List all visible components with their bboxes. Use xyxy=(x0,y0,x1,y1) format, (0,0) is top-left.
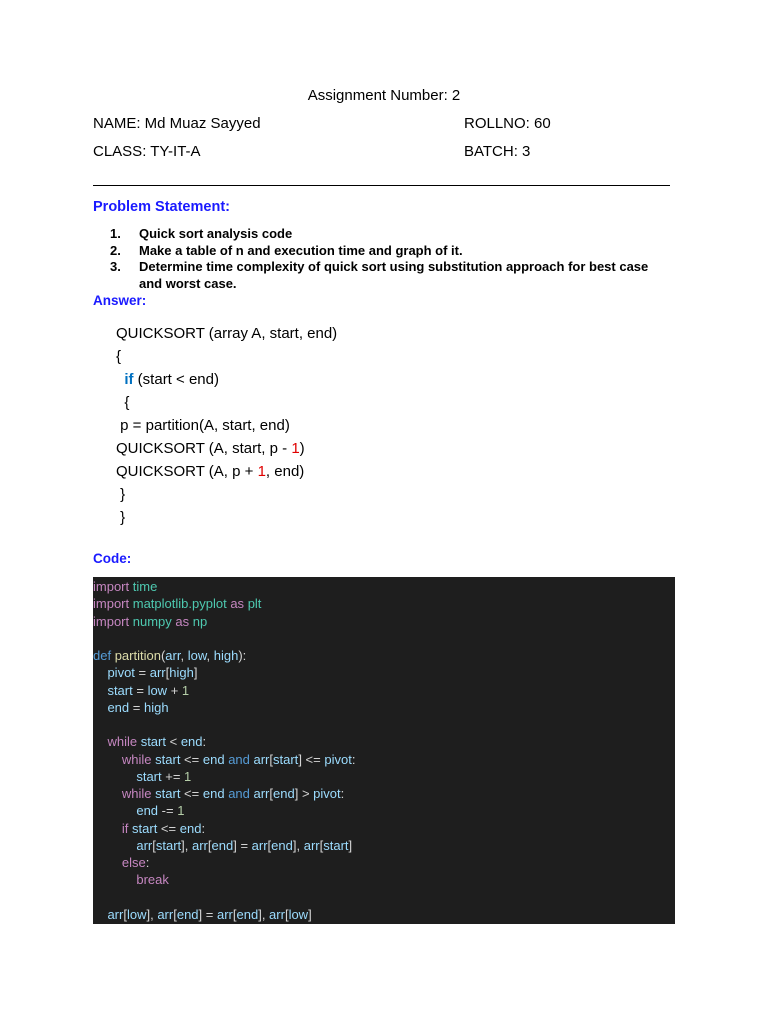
problem-item-number: 3. xyxy=(110,259,121,274)
code-token: start xyxy=(151,786,181,801)
code-token: : xyxy=(201,820,206,836)
code-token: -= xyxy=(158,803,178,819)
pseudocode-line xyxy=(116,368,337,391)
pseudocode-line xyxy=(116,483,337,506)
code-line xyxy=(93,889,675,906)
code-token: partition xyxy=(114,648,161,663)
code-token: ], xyxy=(181,837,192,853)
code-token: = xyxy=(132,682,148,698)
code-token: [ xyxy=(207,837,212,853)
code-token: 1 xyxy=(177,803,185,819)
code-token: 1 xyxy=(257,463,266,480)
code-token: if xyxy=(124,371,134,388)
code-token: ], xyxy=(292,837,304,853)
code-token: end xyxy=(202,786,225,801)
code-token: <= xyxy=(180,786,203,801)
code-token: [ xyxy=(269,751,274,767)
code-token xyxy=(93,786,122,801)
roll-number: ROLLNO: 60 xyxy=(464,115,551,132)
code-token: end xyxy=(93,699,130,715)
code-token: ] = xyxy=(233,837,252,853)
code-line xyxy=(93,906,675,923)
code-token: arr xyxy=(216,906,233,922)
header-divider xyxy=(93,185,670,186)
code-token: 1 xyxy=(181,682,190,698)
code-token: arr xyxy=(251,837,268,853)
code-token: [ xyxy=(173,906,177,922)
code-token: end xyxy=(93,803,159,819)
code-line xyxy=(93,837,675,854)
code-token: break xyxy=(136,872,169,888)
code-token: <= xyxy=(180,751,203,767)
code-token: as xyxy=(175,613,190,629)
code-token: [ xyxy=(123,906,127,922)
code-token: np xyxy=(192,613,208,629)
code-token: ) xyxy=(299,440,305,457)
code-token: low xyxy=(147,682,168,698)
code-token: [ xyxy=(284,906,289,922)
code-token: else xyxy=(121,855,146,870)
code-token: as xyxy=(230,596,245,612)
code-token: high xyxy=(169,665,194,681)
problem-item-text: Make a table of n and execution time and graph of it. xyxy=(139,242,463,258)
class-label: CLASS: TY-IT-A xyxy=(93,143,201,160)
pseudocode-line xyxy=(116,345,337,368)
code-line xyxy=(93,751,675,768)
code-token: while xyxy=(107,734,138,750)
code-token: and xyxy=(228,786,250,801)
student-name: NAME: Md Muaz Sayyed xyxy=(93,115,261,132)
code-line xyxy=(93,613,675,630)
code-token: QUICKSORT (A, p + xyxy=(116,463,258,480)
code-token: arr xyxy=(157,906,174,922)
pseudocode-line xyxy=(116,391,337,414)
code-token: : xyxy=(145,855,150,870)
code-line xyxy=(93,768,675,785)
problem-item-number: 2. xyxy=(110,242,121,258)
code-token: low xyxy=(187,648,207,663)
code-token: start xyxy=(155,837,182,853)
code-token xyxy=(93,855,122,870)
code-token: import xyxy=(93,613,130,629)
code-token: arr xyxy=(93,837,153,853)
code-token: low xyxy=(126,906,147,922)
code-token: arr xyxy=(165,648,181,663)
code-token: import xyxy=(93,579,130,594)
code-token: pivot xyxy=(313,786,341,801)
code-token: p = partition(A, start, end) xyxy=(116,417,290,434)
code-token: [ xyxy=(232,906,237,922)
code-token: low xyxy=(288,906,309,922)
code-token: [ xyxy=(319,837,324,853)
code-token: ): xyxy=(238,648,247,663)
code-token: start xyxy=(323,837,349,853)
code-token: if xyxy=(121,820,129,836)
answer-heading: Answer: xyxy=(93,293,147,308)
pseudocode-line xyxy=(116,414,337,437)
code-token: end xyxy=(236,906,259,922)
code-token: [ xyxy=(152,837,156,853)
code-block xyxy=(93,577,675,924)
code-token: ] xyxy=(308,906,312,922)
code-token: <= xyxy=(157,820,180,836)
code-token: [ xyxy=(165,665,170,681)
code-token: , end) xyxy=(265,463,305,480)
code-token: arr xyxy=(269,906,285,922)
code-line xyxy=(93,664,675,681)
code-token: < xyxy=(165,734,181,750)
code-token: import xyxy=(93,596,130,612)
code-token: 1 xyxy=(291,440,300,457)
code-line xyxy=(93,802,675,819)
code-token: 1 xyxy=(184,768,192,784)
code-token: : xyxy=(340,786,345,801)
problem-item-number: 1. xyxy=(110,226,121,241)
code-line xyxy=(93,854,675,871)
code-token: { xyxy=(116,348,122,365)
code-token: QUICKSORT (A, start, p - xyxy=(116,440,292,457)
code-token: [ xyxy=(269,786,274,801)
code-token: arr xyxy=(192,837,208,853)
code-token: start xyxy=(151,751,181,767)
code-token: ], xyxy=(258,906,270,922)
code-token: end xyxy=(180,734,203,750)
code-token: : xyxy=(351,751,356,767)
code-token: start xyxy=(93,682,133,698)
code-token: numpy xyxy=(132,613,172,629)
code-token: start xyxy=(137,734,166,750)
code-token xyxy=(93,821,122,836)
code-token: : xyxy=(202,734,207,750)
pseudocode-line xyxy=(116,437,337,460)
problem-item xyxy=(110,243,670,260)
code-token: arr xyxy=(93,906,124,922)
assignment-title: Assignment Number: 2 xyxy=(307,87,461,104)
code-line xyxy=(93,630,675,647)
code-token: ] = xyxy=(198,906,217,922)
code-token: + xyxy=(167,682,182,698)
code-line xyxy=(93,682,675,699)
code-token: += xyxy=(161,768,185,784)
code-token: end xyxy=(271,837,293,853)
code-token: start xyxy=(93,768,162,784)
code-token: ( xyxy=(160,648,166,663)
code-token xyxy=(93,734,107,749)
code-line xyxy=(93,699,675,716)
code-token: = xyxy=(129,699,144,715)
code-token: } xyxy=(116,486,126,503)
problem-list xyxy=(110,226,670,292)
code-token: , xyxy=(180,648,188,663)
code-token: high xyxy=(143,699,169,715)
code-token: time xyxy=(132,579,158,594)
code-token: = xyxy=(134,665,150,681)
code-line xyxy=(93,733,675,750)
code-token: end xyxy=(273,786,295,801)
code-token: pivot xyxy=(324,751,352,767)
problem-item xyxy=(110,226,670,243)
code-token xyxy=(93,872,136,887)
code-token: high xyxy=(213,648,239,663)
problem-item-text: Determine time complexity of quick sort using substitution approach for best case and worst case. xyxy=(139,259,649,291)
code-line xyxy=(93,716,675,733)
code-token: while xyxy=(121,751,152,767)
code-token: [ xyxy=(267,837,272,853)
code-token: QUICKSORT (array A, start, end) xyxy=(116,325,338,342)
code-token: } xyxy=(116,509,126,526)
code-line xyxy=(93,820,675,837)
problem-item xyxy=(110,259,670,292)
code-line xyxy=(93,595,675,612)
code-token: def xyxy=(93,648,112,663)
code-token: (start < end) xyxy=(133,371,219,388)
code-token: end xyxy=(179,820,202,836)
code-token: ] xyxy=(348,837,353,853)
code-heading: Code: xyxy=(93,551,132,566)
code-line xyxy=(93,871,675,888)
code-token: ], xyxy=(146,906,158,922)
code-token: arr xyxy=(249,786,270,801)
code-token: ] xyxy=(193,665,198,681)
code-token: { xyxy=(116,394,130,411)
batch-label: BATCH: 3 xyxy=(464,143,531,160)
code-line xyxy=(93,578,675,595)
code-line xyxy=(93,647,675,664)
code-token: end xyxy=(211,837,234,853)
code-token: ] > xyxy=(294,786,314,801)
code-line xyxy=(93,785,675,802)
pseudocode-block xyxy=(116,322,337,529)
pseudocode-line xyxy=(116,460,337,483)
problem-statement-heading: Problem Statement: xyxy=(93,199,230,215)
pseudocode-line xyxy=(116,506,337,529)
pseudocode-line xyxy=(116,322,337,345)
code-token: , xyxy=(206,648,214,663)
code-token: plt xyxy=(247,596,262,612)
code-token: ] <= xyxy=(298,751,325,767)
code-token: end xyxy=(176,906,199,922)
code-token: pivot xyxy=(93,665,135,681)
code-token: and xyxy=(228,751,250,767)
code-token: matplotlib.pyplot xyxy=(132,596,227,612)
code-token: arr xyxy=(249,751,270,767)
problem-item-text: Quick sort analysis code xyxy=(139,226,293,241)
code-token: arr xyxy=(303,837,320,853)
code-token xyxy=(93,752,122,767)
code-token: start xyxy=(128,820,158,836)
code-token: while xyxy=(121,786,152,801)
code-token: arr xyxy=(149,665,166,681)
code-token: end xyxy=(202,751,225,767)
code-token: start xyxy=(273,751,299,767)
